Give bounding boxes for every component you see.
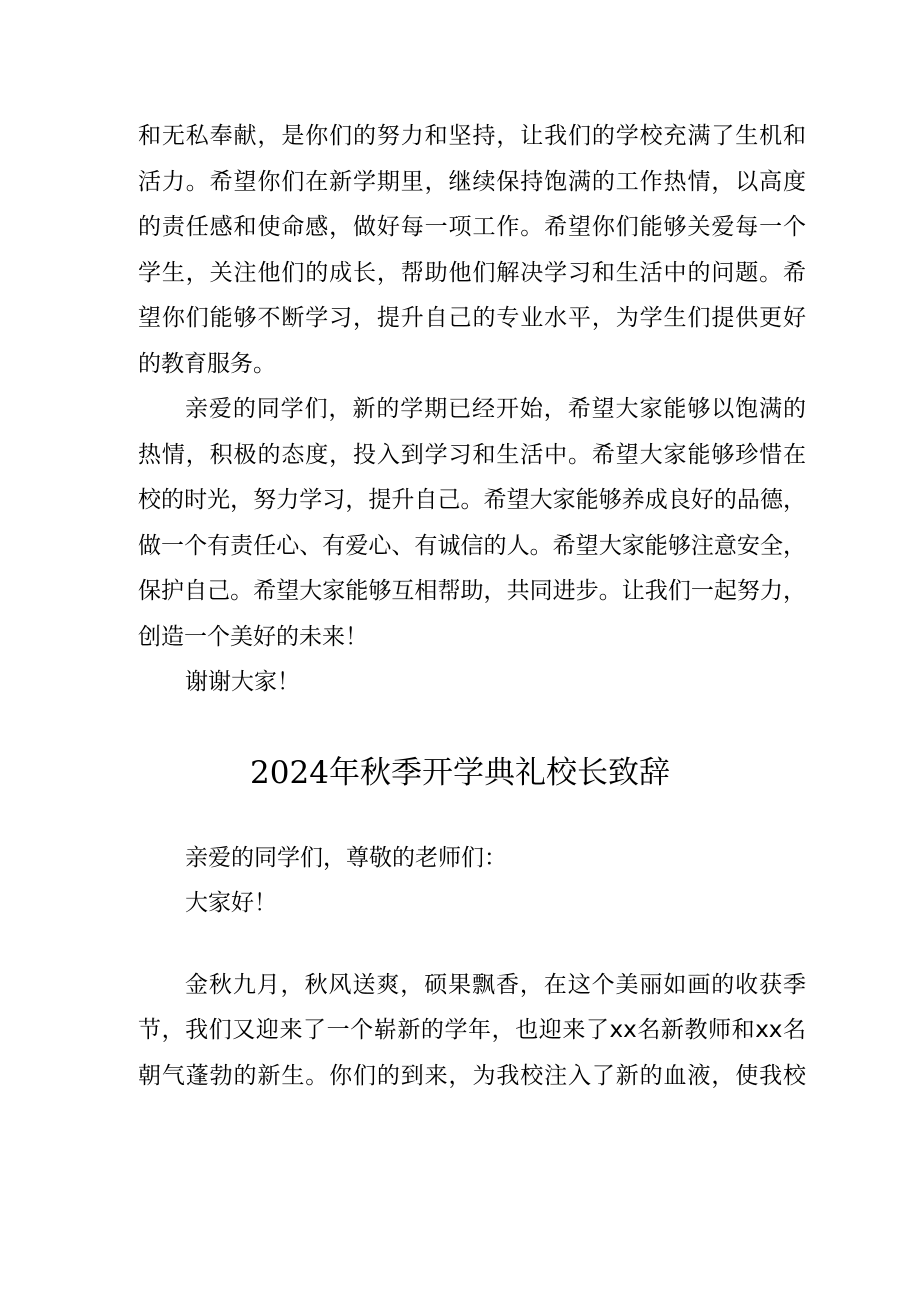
text-line: 热情，积极的态度，投入到学习和生活中。希望大家能够珍惜在 — [138, 441, 806, 468]
speech-title: 2024年秋季开学典礼校长致辞 — [250, 754, 670, 791]
salutation: 亲爱的同学们，尊敬的老师们： — [185, 844, 507, 871]
salutation-block — [138, 836, 806, 927]
text-line: 校的时光，努力学习，提升自己。希望大家能够养成良好的品德， — [138, 487, 806, 513]
text-line: 亲爱的同学们，新的学期已经开始，希望大家能够以饱满的 — [185, 396, 806, 422]
text-line: 学生，关注他们的成长，帮助他们解决学习和生活中的问题。希 — [138, 259, 806, 286]
document-page — [138, 114, 806, 1099]
paragraph-teachers-hope — [138, 114, 806, 387]
text-line: 活力。希望你们在新学期里，继续保持饱满的工作热情，以高度 — [138, 168, 806, 195]
text-line: 创造一个美好的未来！ — [138, 623, 368, 650]
text-line: 望你们能够不断学习，提升自己的专业水平，为学生们提供更好 — [138, 305, 806, 331]
text-line: 保护自己。希望大家能够互相帮助，共同进步。让我们一起努力， — [138, 578, 806, 604]
text-line: 做一个有责任心、有爱心、有诚信的人。希望大家能够注意安全， — [138, 532, 806, 559]
text-line: 的责任感和使命感，做好每一项工作。希望你们能够关爱每一个 — [138, 214, 806, 240]
text-line: 朝气蓬勃的新生。你们的到来，为我校注入了新的血液，使我校 — [138, 1062, 806, 1089]
text-line: 节，我们又迎来了一个崭新的学年，也迎来了xx名新教师和xx名 — [138, 1017, 806, 1043]
greeting: 大家好！ — [185, 890, 277, 916]
closing-thanks: 谢谢大家！ — [185, 669, 300, 695]
text-line: 金秋九月，秋风送爽，硕果飘香，在这个美丽如画的收获季 — [185, 971, 806, 998]
paragraph-students-hope — [138, 387, 806, 660]
text-line: 和无私奉献，是你们的努力和坚持，让我们的学校充满了生机和 — [138, 123, 806, 149]
paragraph-opening — [138, 963, 806, 1100]
text-line: 的教育服务。 — [138, 350, 276, 377]
